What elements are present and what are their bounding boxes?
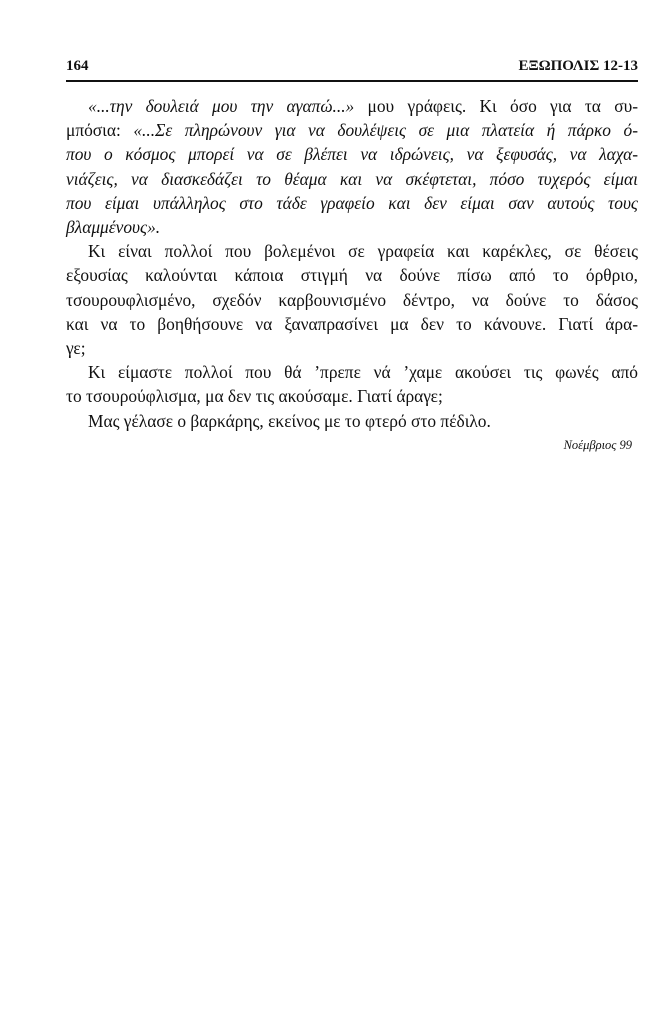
- paragraph-3: [66, 360, 638, 408]
- text-line: το τσουρούφλισμα, μα δεν τις ακούσαμε. Γιατί άραγε;: [66, 386, 443, 407]
- date-signature: Νοέμβριος 99: [563, 437, 632, 452]
- text-line: εξουσίας καλούνται κάποια στιγμή να δούνε πίσω από το όρθριο,: [66, 265, 638, 286]
- page-header: [66, 58, 638, 82]
- text-line: και να το βοηθήσουνε να ξαναπρασίνει μα δεν το κάνουνε. Γιατί άρα-: [66, 313, 638, 334]
- paragraph-2: [66, 239, 638, 360]
- journal-title: ΕΞΩΠΟΛΙΣ 12-13: [518, 58, 638, 74]
- document-page: [66, 58, 638, 457]
- text-line: βλαμμένους».: [66, 217, 161, 238]
- text-line: γε;: [66, 338, 86, 359]
- body-text: [66, 94, 638, 457]
- paragraph-1: [66, 94, 638, 239]
- text-line: μπόσια: «...Σε πληρώνουν για να δουλέψεις σε μια πλατεία ή πάρκο ό-: [66, 120, 638, 141]
- text-line: που ο κόσμος μπορεί να σε βλέπει να ιδρώνεις, να ξεφυσάς, να λαχα-: [66, 144, 638, 165]
- text-line: που είμαι υπάλληλος στο τάδε γραφείο και δεν είμαι σαν αυτούς τους: [66, 192, 638, 213]
- text-line: Μας γέλασε ο βαρκάρης, εκείνος με το φτερό στο πέδιλο.: [88, 410, 491, 431]
- page-number: 164: [66, 58, 89, 74]
- paragraph-4: [66, 409, 638, 433]
- text-line: τσουρουφλισμένο, σχεδόν καρβουνισμένο δέντρο, να δούνε το δάσος: [66, 289, 638, 310]
- text-line: Κι είναι πολλοί που βολεμένοι σε γραφεία και καρέκλες, σε θέσεις: [88, 241, 638, 262]
- text-line: «...την δουλειά μου την αγαπώ...» μου γράφεις. Κι όσο για τα συ-: [88, 96, 638, 116]
- text-line: Κι είμαστε πολλοί που θά ’πρεπε νά ’χαμε ακούσει τις φωνές από: [88, 362, 638, 383]
- text-line: νιάζεις, να διασκεδάζει το θέαμα και να σκέφτεται, πόσο τυχερός είμαι: [66, 168, 638, 189]
